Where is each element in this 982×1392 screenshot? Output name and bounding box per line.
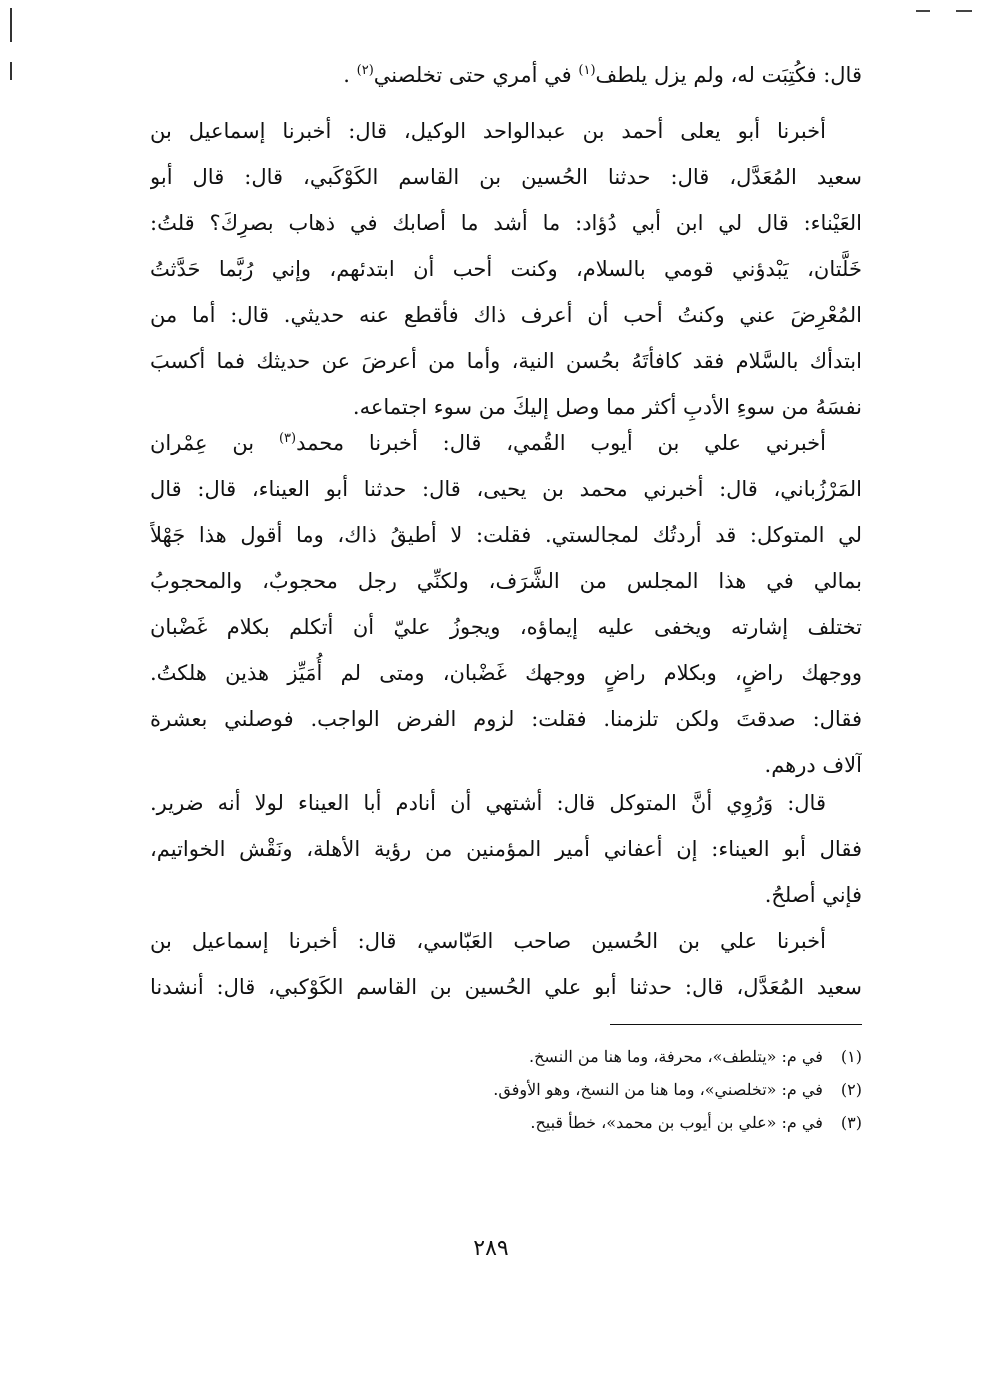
page-number: ٢٨٩ bbox=[473, 1236, 509, 1261]
footnote-ref-2: (٢) bbox=[356, 63, 374, 78]
text-segment: في أمري حتى تخلصني bbox=[373, 63, 579, 87]
footnote-number: (١) bbox=[840, 1047, 862, 1066]
text-line: فإني أصلحُ. bbox=[764, 883, 862, 907]
footnotes bbox=[380, 1040, 862, 1139]
text-line: أخبرنا علي بن الحُسين صاحب العَبّاسي، قال: أخبرنا إسماعيل بن bbox=[150, 929, 826, 953]
text-line: العَيْناء: قال لي ابن أبي دُؤاد: ما أشد ما أصابك في ذهاب بصرِكَ؟ قلتُ: bbox=[150, 211, 862, 235]
paragraph-1 bbox=[150, 52, 862, 98]
text-line: أخبرنا أبو يعلى أحمد بن عبدالواحد الوكيل، قال: أخبرنا إسماعيل بن bbox=[150, 119, 826, 143]
footnote-separator bbox=[610, 1024, 862, 1025]
footnote bbox=[380, 1073, 862, 1106]
text-line: المَرْزُباني، قال: أخبرني محمد بن يحيى، قال: حدثنا أبو العيناء، قال: قال bbox=[150, 477, 862, 501]
text-segment: . bbox=[343, 63, 357, 87]
text-line: خَلَّتان، يَبْدؤني قومي بالسلام، وكنت أحب أن ابتدئهم، وإني رُبَّما حَدَّثتُ bbox=[150, 257, 862, 281]
text-line: لي المتوكل: قد أردتُك لمجالستي. فقلت: لا أطيقُ ذاك، وما أقول هذا جَهْلاً bbox=[150, 523, 862, 547]
footnote bbox=[380, 1040, 862, 1073]
text-line: سعيد المُعَدَّل، قال: حدثنا الحُسين بن القاسم الكَوْكَبي، قال: قال أبو bbox=[150, 165, 862, 189]
footnote-text: في م: «يتلطف»، محرفة، وما هنا من النسخ. bbox=[529, 1047, 823, 1066]
text-line: ووجهك راضٍ، وبكلام راضٍ ووجهك غَضْبان، ومتى لم أُمَيِّز هذين هلكتُ. bbox=[150, 661, 862, 685]
footnote-text: في م: «علي بن أيوب بن محمد»، خطأ قبيح. bbox=[530, 1113, 823, 1132]
footnote bbox=[380, 1106, 862, 1139]
footnote-text: في م: «تخلصني»، وما هنا من النسخ، وهو الأوفق. bbox=[493, 1080, 823, 1099]
text-line bbox=[150, 52, 862, 98]
text-line: بمالي في هذا المجلس من الشَّرَف، ولكنِّي رجل محجوبٌ، والمحجوبُ bbox=[150, 569, 862, 593]
text-line: تختلف إشارته ويخفى عليه إيماؤه، ويجوزُ عليّ أن أتكلم بكلام غَضْبان bbox=[150, 615, 862, 639]
text-line: المُعْرِضَ عني وكنتُ أحب أن أعرف ذاك فأقطع عنه حديثي. قال: أما من bbox=[150, 303, 862, 327]
footnote-ref-1: (١) bbox=[578, 63, 596, 78]
scan-corner-mark bbox=[956, 10, 972, 12]
footnote-number: (٣) bbox=[840, 1113, 862, 1132]
paragraph-2 bbox=[150, 108, 862, 430]
text-line: سعيد المُعَدَّل، قال: حدثنا أبو علي الحُسين بن القاسم الكَوْكبي، قال: أنشدنا bbox=[150, 975, 862, 999]
paragraph-5 bbox=[150, 918, 862, 1010]
scan-corner-mark bbox=[916, 10, 930, 12]
text-line: ابتدأك بالسَّلام فقد كافأتَهُ بحُسن النية، وأما من أعرضَ عن حديثك فما أكسبَ bbox=[150, 349, 862, 373]
footnote-number: (٢) bbox=[840, 1080, 862, 1099]
text-segment: بن عِمْران bbox=[150, 431, 279, 455]
scan-margin-mark bbox=[10, 8, 12, 42]
text-line: نفسَهُ من سوءِ الأدبِ أكثر مما وصل إليكَ من سوء اجتماعه. bbox=[352, 395, 862, 419]
text-line bbox=[150, 420, 862, 466]
text-line: آلاف درهم. bbox=[764, 753, 862, 777]
text-line: فقال أبو العيناء: إن أعفاني أمير المؤمنين من رؤية الأهلة، ونَقْش الخواتيم، bbox=[150, 837, 862, 861]
text-segment: قال: فكُتِبَت له، ولم يزل يلطف bbox=[595, 63, 862, 87]
footnote-ref-3: (٣) bbox=[278, 431, 297, 446]
text-segment: أخبرني علي بن أيوب القُمي، قال: أخبرنا محمد bbox=[296, 431, 826, 455]
paragraph-4 bbox=[150, 780, 862, 918]
paragraph-3 bbox=[150, 420, 862, 788]
scan-margin-mark bbox=[10, 62, 12, 80]
text-line: فقال: صدقتَ ولكن تلزمنا. فقلت: لزوم الفرض الواجب. فوصلني بعشرة bbox=[150, 707, 862, 731]
text-line: قال: وَرُوِي أنَّ المتوكل قال: أشتهي أن أنادم أبا العيناء لولا أنه ضرير. bbox=[150, 791, 826, 815]
